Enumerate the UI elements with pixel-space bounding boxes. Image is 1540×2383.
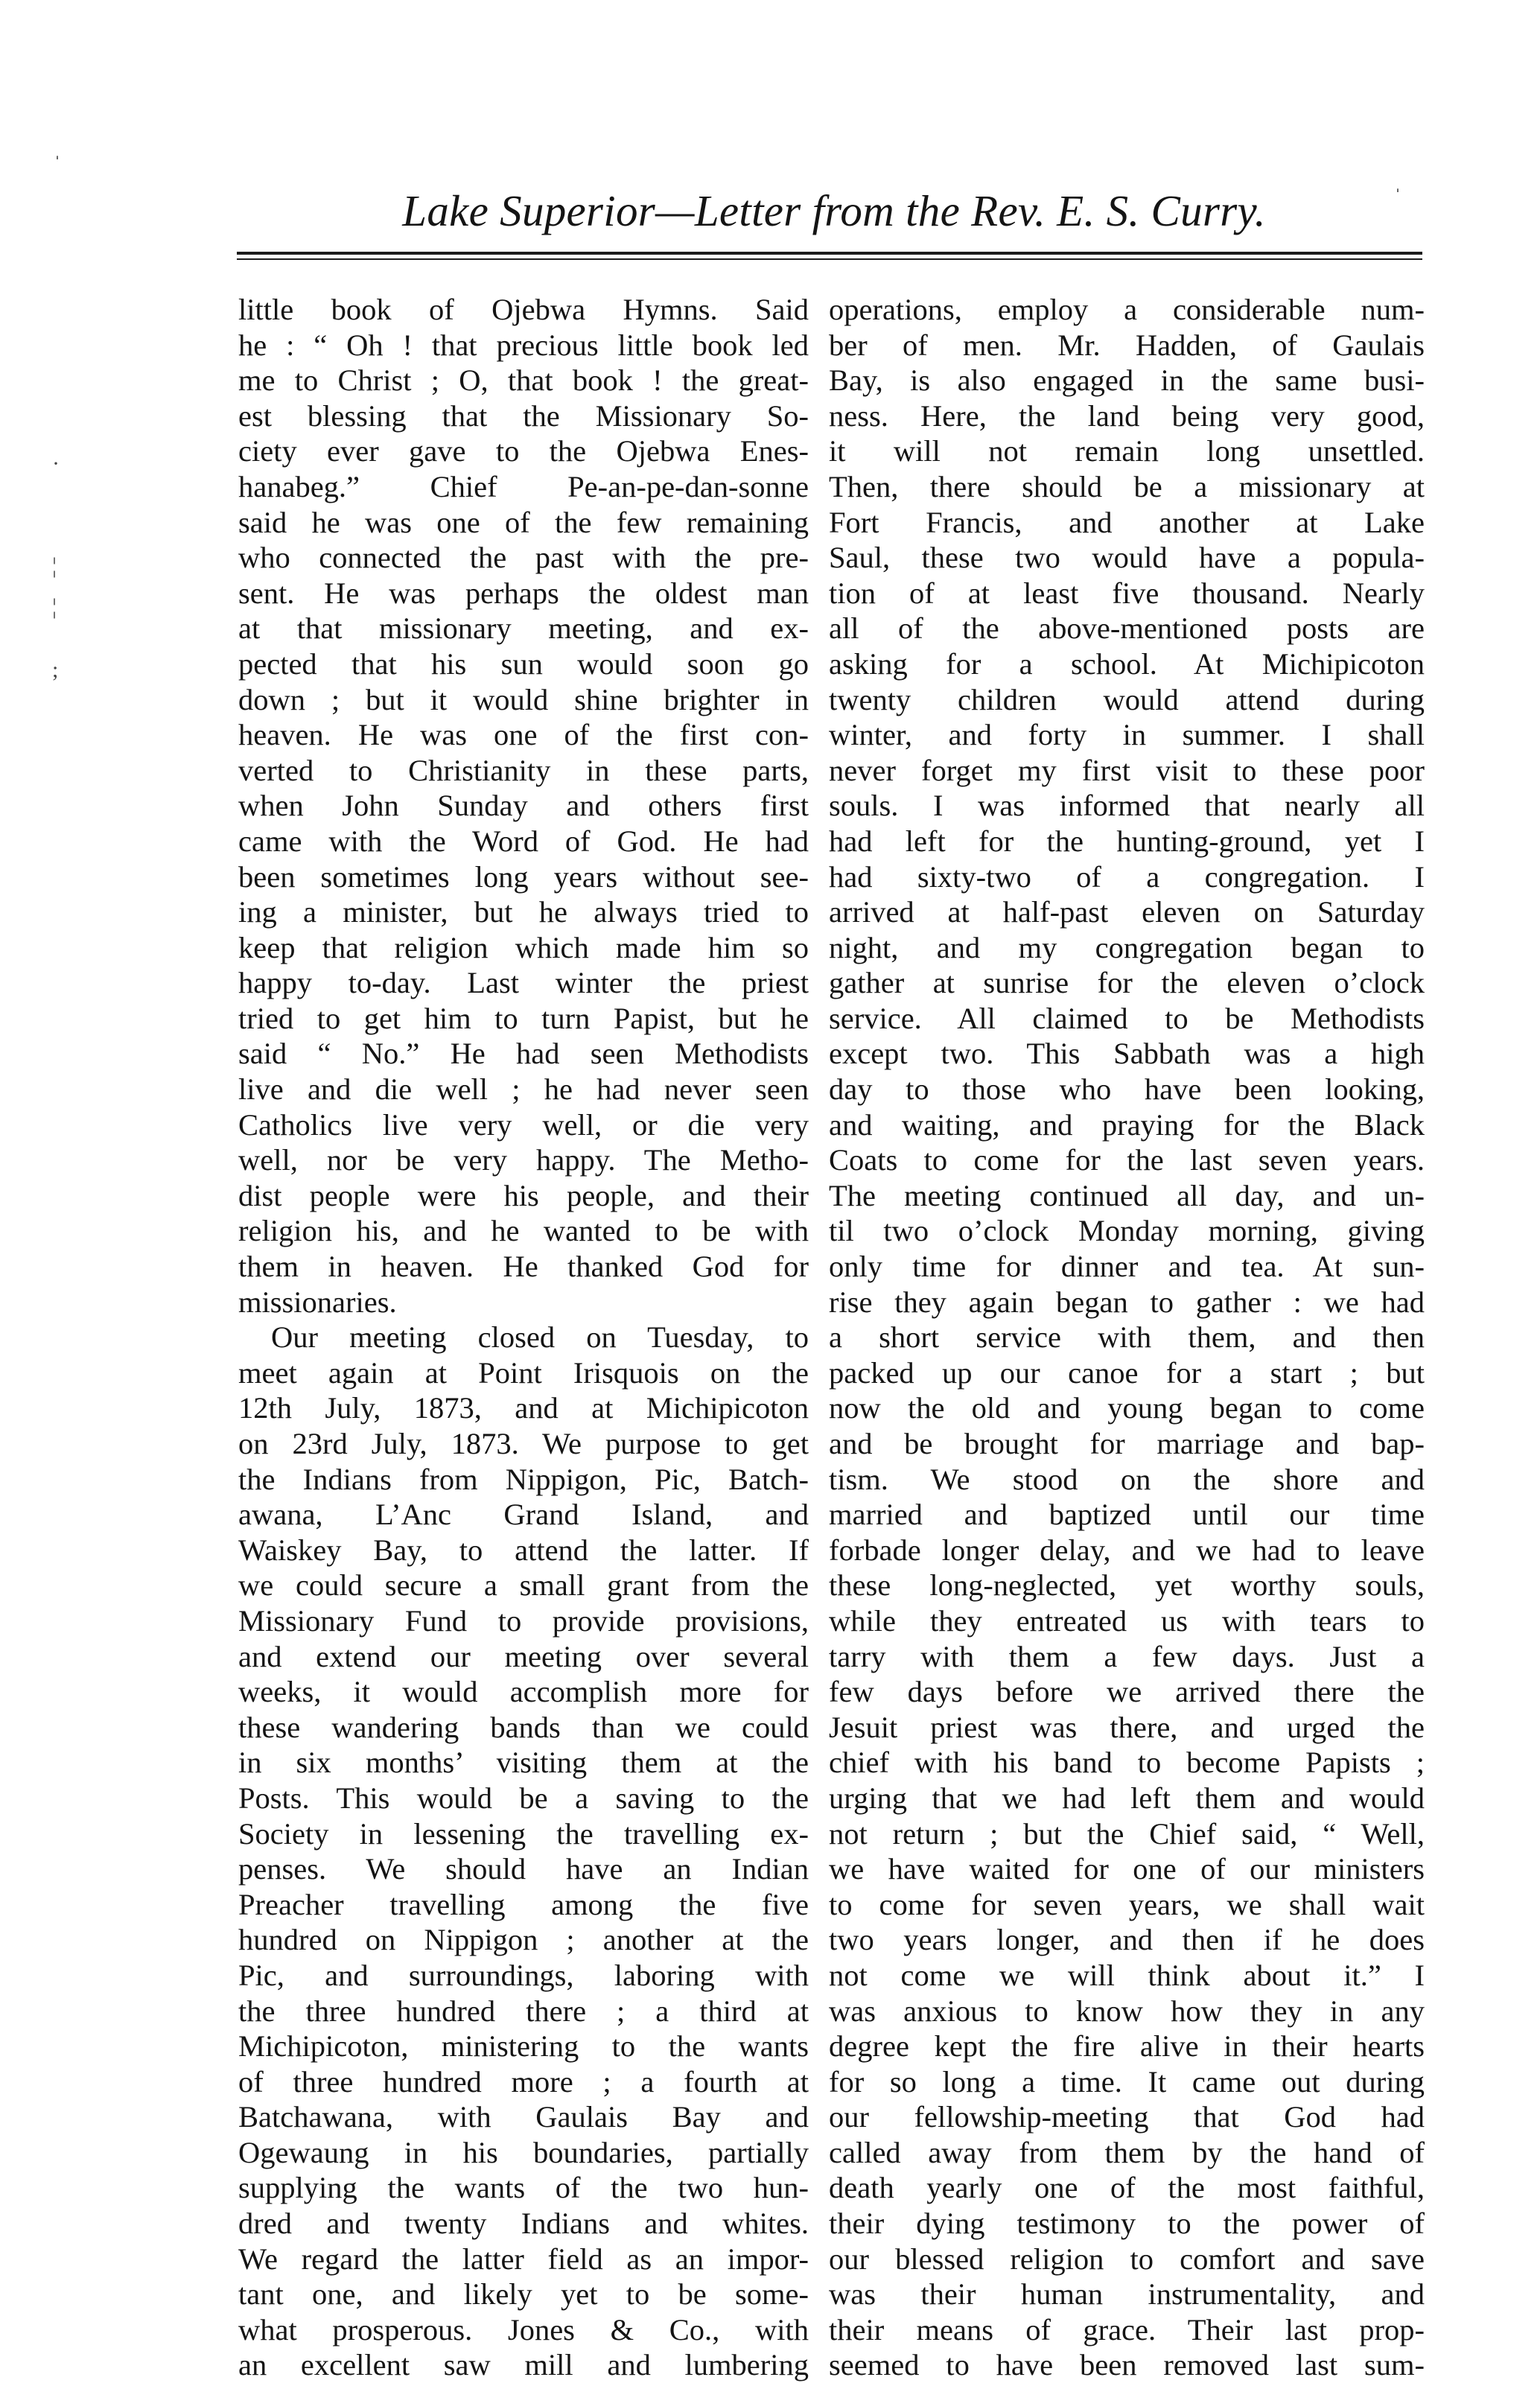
text-line: at that missionary meeting, and ex-: [238, 611, 809, 646]
text-line: tarry with them a few days. Just a: [829, 1639, 1425, 1673]
text-line: now the old and young began to come: [829, 1391, 1425, 1425]
text-line: gather at sunrise for the eleven o’clock: [829, 966, 1425, 1000]
text-line: said he was one of the few remaining: [238, 505, 809, 539]
text-line: two years longer, and then if he does: [829, 1923, 1425, 1957]
text-line: what prosperous. Jones & Co., with: [238, 2312, 809, 2347]
text-line: keep that religion which made him so: [238, 930, 809, 964]
header-rule-thin: [237, 258, 1422, 260]
text-line: was anxious to know how they in any: [829, 1994, 1425, 2028]
text-line: not return ; but the Chief said, “ Well,: [829, 1816, 1425, 1851]
text-line: missionaries.: [238, 1285, 397, 1319]
text-line: The meeting continued all day, and un-: [829, 1178, 1425, 1212]
text-line: Michipicoton, ministering to the wants: [238, 2029, 809, 2064]
text-line: ness. Here, the land being very good,: [829, 398, 1425, 433]
text-line: down ; but it would shine brighter in: [238, 682, 809, 716]
text-line: service. All claimed to be Methodists: [829, 1001, 1425, 1035]
text-line: these long-neglected, yet worthy souls,: [829, 1568, 1425, 1603]
text-line: the three hundred there ; a third at: [238, 1994, 809, 2028]
text-line: dred and twenty Indians and whites.: [238, 2207, 809, 2241]
text-line: happy to-day. Last winter the priest: [238, 966, 809, 1000]
text-line: sent. He was perhaps the oldest man: [238, 576, 809, 610]
text-line: to come for seven years, we shall wait: [829, 1887, 1425, 1921]
text-line: few days before we arrived there the: [829, 1675, 1425, 1709]
text-line: not come we will think about it.” I: [829, 1958, 1425, 1992]
text-line: hundred on Nippigon ; another at the: [238, 1923, 809, 1957]
text-line: Ogewaung in his boundaries, partially: [238, 2135, 809, 2169]
text-line: Posts. This would be a saving to the: [238, 1781, 809, 1815]
text-line: the Indians from Nippigon, Pic, Batch-: [238, 1462, 809, 1496]
text-line: penses. We should have an Indian: [238, 1852, 809, 1886]
text-line: Waiskey Bay, to attend the latter. If: [238, 1533, 809, 1567]
margin-speck: ·: [52, 451, 60, 476]
left-text-column: [238, 292, 809, 2383]
text-line: had left for the hunting-ground, yet I: [829, 824, 1425, 858]
text-line: and waiting, and praying for the Black: [829, 1107, 1425, 1142]
text-line: and be brought for marriage and bap-: [829, 1427, 1425, 1460]
text-line: Our meeting closed on Tuesday, to: [271, 1320, 809, 1355]
text-line: death yearly one of the most faithful,: [829, 2171, 1425, 2205]
text-line: we have waited for one of our ministers: [829, 1852, 1425, 1886]
text-line: til two o’clock Monday morning, giving: [829, 1214, 1425, 1248]
text-line: day to those who have been looking,: [829, 1072, 1425, 1107]
margin-speck: ¦: [52, 594, 57, 619]
text-line: and extend our meeting over several: [238, 1639, 809, 1673]
text-line: tism. We stood on the shore and: [829, 1462, 1425, 1496]
text-line: We regard the latter field as an impor-: [238, 2242, 809, 2276]
text-line: a short service with them, and then: [829, 1320, 1425, 1355]
text-line: Fort Francis, and another at Lake: [829, 505, 1425, 539]
text-line: tant one, and likely yet to be some-: [238, 2277, 809, 2312]
text-line: in six months’ visiting them at the: [238, 1746, 809, 1780]
text-line: for so long a time. It came out during: [829, 2064, 1425, 2099]
text-line: hanabeg.” Chief Pe-an-pe-dan-sonne: [238, 469, 809, 503]
text-line: we could secure a small grant from the: [238, 1568, 809, 1603]
text-line: asking for a school. At Michipicoton: [829, 646, 1425, 681]
text-line: Then, there should be a missionary at: [829, 469, 1425, 503]
text-line: our blessed religion to comfort and save: [829, 2242, 1425, 2276]
text-line: said “ No.” He had seen Methodists: [238, 1037, 809, 1071]
text-line: an excellent saw mill and lumbering: [238, 2348, 809, 2382]
text-line: called away from them by the hand of: [829, 2135, 1425, 2169]
text-line: had sixty-two of a congregation. I: [829, 859, 1425, 894]
text-line: Coats to come for the last seven years.: [829, 1143, 1425, 1177]
text-line: verted to Christianity in these parts,: [238, 753, 809, 787]
text-line: when John Sunday and others first: [238, 789, 809, 823]
text-line: live and die well ; he had never seen: [238, 1072, 809, 1107]
text-line: Batchawana, with Gaulais Bay and: [238, 2100, 809, 2134]
text-line: rise they again began to gather : we had: [829, 1285, 1425, 1319]
text-line: he : “ Oh ! that precious little book led: [238, 328, 809, 362]
text-line: meet again at Point Irisquois on the: [238, 1355, 809, 1390]
text-line: me to Christ ; O, that book ! the great-: [238, 363, 809, 398]
margin-speck: ˈ: [1394, 185, 1401, 209]
text-line: them in heaven. He thanked God for: [238, 1250, 809, 1284]
text-line: pected that his sun would soon go: [238, 646, 809, 681]
text-line: forbade longer delay, and we had to leave: [829, 1533, 1425, 1567]
text-line: their dying testimony to the power of: [829, 2207, 1425, 2241]
text-line: ber of men. Mr. Hadden, of Gaulais: [829, 328, 1425, 362]
text-line: 12th July, 1873, and at Michipicoton: [238, 1391, 809, 1425]
text-line: Catholics live very well, or die very: [238, 1107, 809, 1142]
text-line: degree kept the fire alive in their hearts: [829, 2029, 1425, 2064]
text-line: of three hundred more ; a fourth at: [238, 2064, 809, 2099]
text-line: our fellowship-meeting that God had: [829, 2100, 1425, 2134]
text-line: little book of Ojebwa Hymns. Said: [238, 293, 809, 326]
running-header-title: Lake Superior—Letter from the Rev. E. S. Curry.: [402, 186, 1266, 235]
text-line: est blessing that the Missionary So-: [238, 398, 809, 433]
text-line: Pic, and surroundings, laboring with: [238, 1958, 809, 1992]
right-text-column: [829, 292, 1425, 2383]
text-line: except two. This Sabbath was a high: [829, 1037, 1425, 1071]
text-line: chief with his band to become Papists ;: [829, 1746, 1425, 1780]
text-line: twenty children would attend during: [829, 682, 1425, 716]
text-line: all of the above-mentioned posts are: [829, 611, 1425, 646]
text-line: heaven. He was one of the first con-: [238, 718, 809, 752]
text-line: operations, employ a considerable num-: [829, 293, 1425, 326]
text-line: these wandering bands than we could: [238, 1710, 809, 1744]
text-line: tion of at least five thousand. Nearly: [829, 576, 1425, 610]
text-line: came with the Word of God. He had: [238, 824, 809, 858]
text-line: packed up our canoe for a start ; but: [829, 1355, 1425, 1390]
text-line: seemed to have been removed last sum-: [829, 2348, 1425, 2382]
text-line: Missionary Fund to provide provisions,: [238, 1603, 809, 1638]
text-line: Jesuit priest was there, and urged the: [829, 1710, 1425, 1744]
text-line: married and baptized until our time: [829, 1498, 1425, 1532]
text-line: only time for dinner and tea. At sun-: [829, 1250, 1425, 1284]
text-line: arrived at half-past eleven on Saturday: [829, 895, 1425, 929]
text-line: Saul, these two would have a popula-: [829, 541, 1425, 575]
text-line: night, and my congregation began to: [829, 930, 1425, 964]
text-line: dist people were his people, and their: [238, 1178, 809, 1212]
margin-speck: ;: [52, 658, 59, 682]
margin-speck: ¦: [52, 553, 57, 578]
text-line: well, nor be very happy. The Metho-: [238, 1143, 809, 1177]
text-line: was their human instrumentality, and: [829, 2277, 1425, 2312]
text-line: ing a minister, but he always tried to: [238, 895, 809, 929]
text-line: while they entreated us with tears to: [829, 1603, 1425, 1638]
text-line: religion his, and he wanted to be with: [238, 1214, 809, 1248]
text-line: winter, and forty in summer. I shall: [829, 718, 1425, 752]
header-rule-thick: [237, 252, 1422, 255]
text-line: weeks, it would accomplish more for: [238, 1675, 809, 1709]
text-line: tried to get him to turn Papist, but he: [238, 1001, 809, 1035]
text-line: supplying the wants of the two hun-: [238, 2171, 809, 2205]
text-line: it will not remain long unsettled.: [829, 434, 1425, 468]
text-line: been sometimes long years without see-: [238, 859, 809, 894]
text-line: ciety ever gave to the Ojebwa Enes-: [238, 434, 809, 468]
text-line: who connected the past with the pre-: [238, 541, 809, 575]
text-line: on 23rd July, 1873. We purpose to get: [238, 1427, 809, 1460]
text-line: never forget my first visit to these poor: [829, 753, 1425, 787]
text-line: their means of grace. Their last prop-: [829, 2312, 1425, 2347]
margin-speck: ˈ: [54, 152, 61, 176]
text-line: urging that we had left them and would: [829, 1781, 1425, 1815]
text-line: Bay, is also engaged in the same busi-: [829, 363, 1425, 398]
text-line: Preacher travelling among the five: [238, 1887, 809, 1921]
text-line: Society in lessening the travelling ex-: [238, 1816, 809, 1851]
text-line: souls. I was informed that nearly all: [829, 789, 1425, 823]
text-line: awana, L’Anc Grand Island, and: [238, 1498, 809, 1532]
